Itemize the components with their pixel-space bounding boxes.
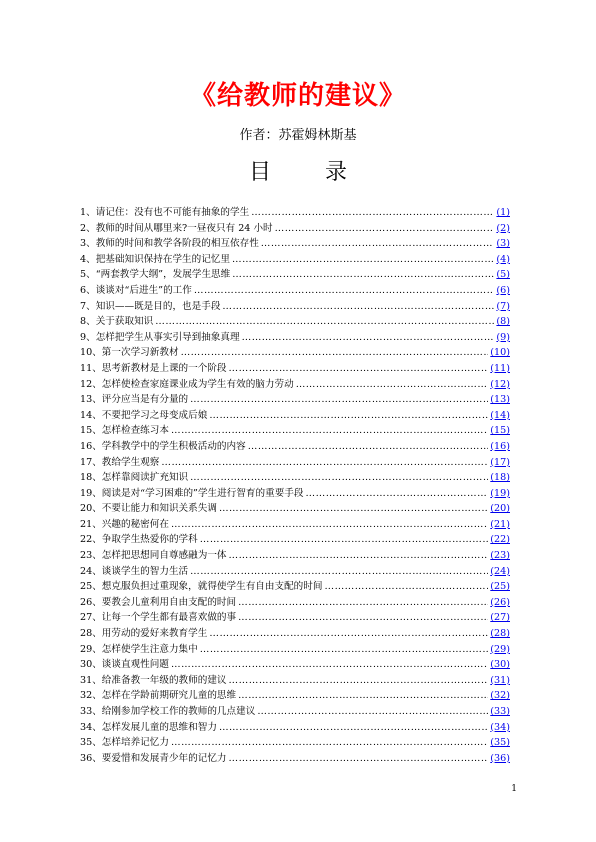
toc-page-link[interactable]: (6) xyxy=(496,284,510,296)
toc-page-link[interactable]: (31) xyxy=(490,674,510,686)
toc-entry[interactable] xyxy=(80,626,510,642)
toc-entry-label: 30、谈谈直观性问题 xyxy=(80,659,169,671)
toc-leader-dots xyxy=(229,548,489,564)
toc-leader-dots xyxy=(261,236,495,252)
toc-page-link[interactable]: (17) xyxy=(490,456,510,468)
toc-leader-dots xyxy=(229,361,489,377)
toc-leader-dots xyxy=(200,532,489,548)
toc-entry-label: 9、怎样把学生从事实引导到抽象真理 xyxy=(80,331,240,343)
toc-leader-dots xyxy=(171,423,488,439)
toc-entry-label: 34、怎样发展儿童的思维和智力 xyxy=(80,721,217,733)
toc-entry[interactable] xyxy=(80,470,510,486)
toc-entry-label: 16、学科教学中的学生积极活动的内容 xyxy=(80,440,246,452)
toc-page-link[interactable]: (13) xyxy=(490,394,510,406)
toc-entry[interactable] xyxy=(80,735,510,751)
toc-leader-dots xyxy=(238,610,488,626)
toc-leader-dots xyxy=(232,252,494,268)
toc-page-link[interactable]: (33) xyxy=(490,706,510,717)
toc-page-link[interactable]: (24) xyxy=(490,565,510,577)
toc-page-link[interactable]: (23) xyxy=(490,550,510,562)
toc-entry-label: 17、教给学生观察 xyxy=(80,456,160,468)
toc-entry-label: 2、教师的时间从哪里来?一昼夜只有 24 小时 xyxy=(80,222,273,234)
toc-leader-dots xyxy=(222,299,494,315)
toc-page-link[interactable]: (7) xyxy=(496,300,510,312)
toc-entry-label: 33、给刚参加学校工作的教师的几点建议 xyxy=(80,706,256,717)
toc-entry[interactable] xyxy=(80,267,510,283)
toc-leader-dots xyxy=(306,486,489,502)
toc-page-link[interactable]: (30) xyxy=(490,659,510,671)
toc-entry[interactable] xyxy=(80,314,510,330)
toc-leader-dots xyxy=(257,704,488,720)
toc-entry-label: 36、要爱惜和发展青少年的记忆力 xyxy=(80,752,227,764)
toc-leader-dots xyxy=(242,330,495,346)
toc-leader-dots xyxy=(171,517,488,533)
toc-entry[interactable] xyxy=(80,532,510,548)
toc-leader-dots xyxy=(190,564,488,580)
toc-entry-label: 11、思考新教材是上课的一个阶段 xyxy=(80,362,227,374)
toc-page-link[interactable]: (9) xyxy=(496,331,510,343)
toc-entry-label: 6、谈谈对“后进生”的工作 xyxy=(80,284,192,296)
toc-entry-label: 10、第一次学习新教材 xyxy=(80,347,179,359)
toc-page-link[interactable]: (19) xyxy=(490,487,510,499)
toc-entry[interactable] xyxy=(80,330,510,346)
toc-leader-dots xyxy=(296,377,489,393)
toc-page-link[interactable]: (5) xyxy=(496,269,510,281)
toc-entry[interactable] xyxy=(80,205,510,221)
toc-heading xyxy=(0,157,596,189)
toc-page-link[interactable]: (12) xyxy=(490,378,510,390)
toc-entry[interactable] xyxy=(80,673,510,689)
toc-entry-label: 7、知识——既是目的，也是手段 xyxy=(80,300,221,312)
toc-entry-label: 28、用劳动的爱好来教育学生 xyxy=(80,628,208,640)
toc-entry[interactable] xyxy=(80,564,510,580)
toc-entry-label: 12、怎样使检查家庭课业成为学生有效的脑力劳动 xyxy=(80,378,294,390)
toc-page-link[interactable]: (35) xyxy=(490,737,510,749)
toc-entry[interactable] xyxy=(80,751,510,767)
toc-entry-label: 27、让每一个学生都有最喜欢做的事 xyxy=(80,612,237,624)
toc-page-link[interactable]: (20) xyxy=(490,503,510,515)
toc-entry[interactable] xyxy=(80,657,510,673)
toc-entry[interactable] xyxy=(80,221,510,237)
toc-leader-dots xyxy=(324,579,488,595)
toc-entry-label: 13、评分应当是有分量的 xyxy=(80,394,189,406)
toc-page-link[interactable]: (1) xyxy=(496,207,510,218)
toc-page-link[interactable]: (4) xyxy=(496,253,510,265)
toc-entry-label: 1、请记住：没有也不可能有抽象的学生 xyxy=(80,207,250,218)
toc-leader-dots xyxy=(238,688,488,704)
toc-leader-dots xyxy=(232,267,494,283)
toc-leader-dots xyxy=(248,439,489,455)
toc-page-link[interactable]: (16) xyxy=(490,440,510,452)
toc-page-link[interactable]: (28) xyxy=(490,628,510,640)
toc-entry-label: 26、要教会儿童利用自由支配的时间 xyxy=(80,596,237,608)
toc-leader-dots xyxy=(238,595,488,611)
author-line: 作者：苏霍姆林斯基 xyxy=(239,128,357,143)
toc-leader-dots xyxy=(229,673,489,689)
toc-entry-label: 29、怎样使学生注意力集中 xyxy=(80,643,198,655)
toc-entry-label: 24、谈谈学生的智力生活 xyxy=(80,565,189,577)
toc-leader-dots xyxy=(190,470,488,486)
toc-entry[interactable] xyxy=(80,720,510,736)
document-title: 《给教师的建议》 xyxy=(189,81,406,111)
toc-entry[interactable] xyxy=(80,408,510,424)
toc-entry[interactable] xyxy=(80,252,510,268)
toc-page-link[interactable]: (11) xyxy=(490,362,510,374)
toc-entry-label: 22、争取学生热爱你的学科 xyxy=(80,534,198,546)
toc-heading-char-2: 录 xyxy=(325,160,348,185)
toc-page-link[interactable]: (10) xyxy=(490,347,510,359)
toc-entry[interactable] xyxy=(80,595,510,611)
toc-entry[interactable] xyxy=(80,501,510,517)
toc-entry-label: 31、给准备教一年级的教师的建议 xyxy=(80,674,227,686)
toc-entry-label: 21、兴趣的秘密何在 xyxy=(80,518,169,530)
toc-entry-label: 20、不要让能力和知识关系失调 xyxy=(80,503,217,515)
toc-entry[interactable] xyxy=(80,642,510,658)
toc-entry[interactable] xyxy=(80,688,510,704)
toc-leader-dots xyxy=(209,408,488,424)
toc-heading-char-1: 目 xyxy=(248,160,271,185)
toc-page-link[interactable]: (3) xyxy=(496,238,510,250)
toc-entry[interactable] xyxy=(80,361,510,377)
toc-page-link[interactable]: (8) xyxy=(496,316,510,328)
toc-entry[interactable] xyxy=(80,548,510,564)
toc-entry-label: 18、怎样靠阅读扩充知识 xyxy=(80,472,189,484)
toc-page-link[interactable]: (26) xyxy=(490,596,510,608)
toc-leader-dots xyxy=(251,205,494,221)
toc-entry[interactable] xyxy=(80,345,510,361)
toc-entry-label: 32、怎样在学龄前期研究儿童的思维 xyxy=(80,690,237,702)
toc-entry[interactable] xyxy=(80,486,510,502)
toc-page-link[interactable]: (15) xyxy=(490,425,510,437)
toc-entry[interactable] xyxy=(80,455,510,471)
toc-entry-label: 19、阅读是对“学习困难的”学生进行智育的重要手段 xyxy=(80,487,304,499)
toc-leader-dots xyxy=(161,455,488,471)
toc-page-link[interactable]: (22) xyxy=(490,534,510,546)
toc-entry-label: 35、怎样培养记忆力 xyxy=(80,737,169,749)
toc-entry-label: 25、想克服负担过重现象，就得使学生有自由支配的时间 xyxy=(80,581,323,593)
toc-entry-label: 8、关于获取知识 xyxy=(80,316,154,328)
toc-leader-dots xyxy=(209,626,488,642)
toc-leader-dots xyxy=(200,642,489,658)
toc-leader-dots xyxy=(219,501,488,517)
toc-entry[interactable] xyxy=(80,439,510,455)
toc-entry[interactable] xyxy=(80,579,510,595)
toc-page-link[interactable]: (14) xyxy=(490,409,510,421)
toc-page-link[interactable]: (18) xyxy=(490,472,510,484)
page-number: 1 xyxy=(511,784,517,794)
toc-page-link[interactable]: (27) xyxy=(490,612,510,624)
toc-entry-label: 14、不要把学习之母变成后娘 xyxy=(80,409,208,421)
toc-page-link[interactable]: (2) xyxy=(496,222,510,234)
toc-leader-dots xyxy=(171,735,488,751)
toc-entry-label: 4、把基础知识保持在学生的记忆里 xyxy=(80,253,231,265)
toc-page-link[interactable]: (36) xyxy=(490,752,510,764)
toc-entry[interactable] xyxy=(80,517,510,533)
toc-entry-label: 15、怎样检查练习本 xyxy=(80,425,169,437)
toc-entry[interactable] xyxy=(80,392,510,408)
toc-leader-dots xyxy=(229,751,489,767)
toc-entry[interactable] xyxy=(80,610,510,626)
toc-entry-label: 5、“两套教学大纲”，发展学生思维 xyxy=(80,269,231,281)
table-of-contents xyxy=(80,205,510,766)
toc-page-link[interactable]: (25) xyxy=(490,581,510,593)
toc-entry[interactable] xyxy=(80,704,510,720)
toc-entry[interactable] xyxy=(80,283,510,299)
toc-leader-dots xyxy=(275,221,495,237)
toc-page-link[interactable]: (21) xyxy=(490,518,510,530)
toc-leader-dots xyxy=(190,392,488,408)
toc-entry[interactable] xyxy=(80,299,510,315)
toc-leader-dots xyxy=(194,283,495,299)
toc-entry[interactable] xyxy=(80,377,510,393)
toc-entry-label: 3、教师的时间和教学各阶段的相互依存性 xyxy=(80,238,259,250)
toc-leader-dots xyxy=(171,657,488,673)
toc-leader-dots xyxy=(219,720,488,736)
toc-page-link[interactable]: (29) xyxy=(490,643,510,655)
toc-entry[interactable] xyxy=(80,423,510,439)
toc-page-link[interactable]: (34) xyxy=(490,721,510,733)
toc-entry-label: 23、怎样把思想同自尊感融为一体 xyxy=(80,550,227,562)
toc-leader-dots xyxy=(181,345,489,361)
toc-leader-dots xyxy=(155,314,494,330)
toc-page-link[interactable]: (32) xyxy=(490,690,510,702)
toc-entry[interactable] xyxy=(80,236,510,252)
